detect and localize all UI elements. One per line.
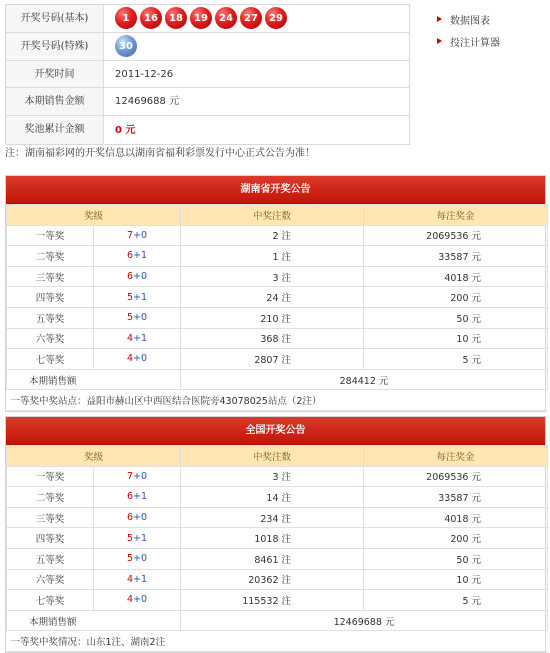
national-bulletin-title: 全国开奖公告 — [6, 417, 545, 445]
prize-level: 二等奖 — [7, 246, 94, 267]
match-combo: 6+0 — [94, 266, 181, 287]
sales-total-label: 本期销售额 — [7, 369, 181, 390]
winner-count: 20362 注 — [181, 569, 364, 590]
hunan-bulletin-title: 湖南省开奖公告 — [6, 176, 545, 204]
blue-ball: 30 — [115, 35, 137, 57]
winner-count: 8461 注 — [181, 548, 364, 569]
data-chart-link[interactable] — [437, 8, 500, 30]
winning-summary-row — [7, 631, 548, 652]
sales-total-value: 12469688 元 — [181, 610, 548, 631]
hunan-bulletin — [5, 175, 546, 412]
match-combo: 5+1 — [94, 528, 181, 549]
disclaimer-note: 注：湖南福彩网的开奖信息以湖南省福利彩票发行中心正式公告为准！ — [5, 148, 315, 159]
red-ball: 1 — [115, 7, 137, 29]
prize-amount: 50 元 — [364, 548, 548, 569]
prize-amount: 33587 元 — [364, 246, 548, 267]
prize-level: 三等奖 — [7, 266, 94, 287]
prize-level: 七等奖 — [7, 590, 94, 611]
header-count: 中奖注数 — [181, 446, 364, 467]
prize-amount: 5 元 — [364, 590, 548, 611]
table-row — [7, 590, 548, 611]
sales-total-value: 284412 元 — [181, 369, 548, 390]
sales-amount-value: 12469688 元 — [115, 96, 180, 108]
red-ball: 29 — [265, 7, 287, 29]
hunan-prize-table — [6, 204, 548, 411]
match-combo: 5+1 — [94, 287, 181, 308]
table-row — [7, 307, 548, 328]
sales-total-row — [7, 610, 548, 631]
table-row — [7, 328, 548, 349]
prize-amount: 2069536 元 — [364, 225, 548, 246]
red-ball: 19 — [190, 7, 212, 29]
bet-calculator-link[interactable] — [437, 30, 500, 52]
header-prize: 每注奖金 — [364, 446, 548, 467]
national-prize-table — [6, 445, 548, 652]
red-ball: 18 — [165, 7, 187, 29]
basic-balls — [115, 7, 287, 29]
prize-amount: 200 元 — [364, 528, 548, 549]
winner-count: 3 注 — [181, 466, 364, 487]
basic-numbers-label: 开奖号码(基本) — [6, 5, 104, 32]
sales-amount-label: 本期销售金额 — [6, 88, 104, 115]
special-number-label: 开奖号码(特殊) — [6, 33, 104, 60]
side-links — [437, 8, 500, 52]
national-bulletin — [5, 416, 546, 653]
draw-time-row — [6, 61, 409, 89]
header-level: 奖级 — [7, 446, 181, 467]
table-row — [7, 287, 548, 308]
special-number-row — [6, 33, 409, 61]
table-row — [7, 487, 548, 508]
table-row — [7, 349, 548, 370]
table-row — [7, 569, 548, 590]
red-ball: 27 — [240, 7, 262, 29]
jackpot-value: 0 元 — [115, 124, 136, 136]
prize-level: 一等奖 — [7, 466, 94, 487]
winner-count: 24 注 — [181, 287, 364, 308]
header-prize: 每注奖金 — [364, 205, 548, 226]
red-ball: 24 — [215, 7, 237, 29]
prize-amount: 200 元 — [364, 287, 548, 308]
table-row — [7, 225, 548, 246]
table-row — [7, 528, 548, 549]
sales-total-label: 本期销售额 — [7, 610, 181, 631]
winning-site-row — [7, 390, 548, 411]
match-combo: 4+0 — [94, 590, 181, 611]
prize-amount: 5 元 — [364, 349, 548, 370]
prize-level: 七等奖 — [7, 349, 94, 370]
winner-count: 1 注 — [181, 246, 364, 267]
match-combo: 5+0 — [94, 548, 181, 569]
sales-total-row — [7, 369, 548, 390]
bet-calculator-link-label: 投注计算器 — [450, 37, 500, 49]
red-ball: 16 — [140, 7, 162, 29]
prize-amount: 10 元 — [364, 569, 548, 590]
winning-summary-text: 一等奖中奖情况：山东1注、湖南2注 — [7, 631, 548, 652]
match-combo: 5+0 — [94, 307, 181, 328]
table-row — [7, 266, 548, 287]
prize-level: 四等奖 — [7, 287, 94, 308]
prize-level: 三等奖 — [7, 507, 94, 528]
winner-count: 2807 注 — [181, 349, 364, 370]
table-row — [7, 548, 548, 569]
winner-count: 1018 注 — [181, 528, 364, 549]
prize-level: 六等奖 — [7, 328, 94, 349]
winner-count: 115532 注 — [181, 590, 364, 611]
prize-amount: 33587 元 — [364, 487, 548, 508]
match-combo: 4+0 — [94, 349, 181, 370]
match-combo: 6+1 — [94, 246, 181, 267]
jackpot-row — [6, 116, 409, 144]
header-level: 奖级 — [7, 205, 181, 226]
winner-count: 2 注 — [181, 225, 364, 246]
table-row — [7, 507, 548, 528]
basic-numbers-row — [6, 5, 409, 33]
prize-amount: 4018 元 — [364, 507, 548, 528]
prize-level: 四等奖 — [7, 528, 94, 549]
winner-count: 210 注 — [181, 307, 364, 328]
table-row — [7, 466, 548, 487]
prize-amount: 50 元 — [364, 307, 548, 328]
prize-amount: 4018 元 — [364, 266, 548, 287]
draw-info-panel — [5, 4, 410, 145]
arrow-right-icon — [437, 16, 442, 22]
arrow-right-icon — [437, 38, 442, 44]
match-combo: 7+0 — [94, 466, 181, 487]
prize-level: 六等奖 — [7, 569, 94, 590]
draw-time-value: 2011-12-26 — [115, 68, 174, 80]
prize-level: 二等奖 — [7, 487, 94, 508]
winner-count: 14 注 — [181, 487, 364, 508]
winning-site-text: 一等奖中奖站点：益阳市赫山区中西医结合医院旁43078025站点（2注） — [7, 390, 548, 411]
match-combo: 4+1 — [94, 328, 181, 349]
table-header-row — [7, 205, 548, 226]
draw-time-label: 开奖时间 — [6, 61, 104, 88]
sales-amount-row — [6, 88, 409, 116]
winner-count: 234 注 — [181, 507, 364, 528]
prize-amount: 10 元 — [364, 328, 548, 349]
match-combo: 6+0 — [94, 507, 181, 528]
winner-count: 3 注 — [181, 266, 364, 287]
match-combo: 6+1 — [94, 487, 181, 508]
match-combo: 7+0 — [94, 225, 181, 246]
prize-level: 一等奖 — [7, 225, 94, 246]
prize-level: 五等奖 — [7, 307, 94, 328]
prize-level: 五等奖 — [7, 548, 94, 569]
jackpot-label: 奖池累计金额 — [6, 116, 104, 144]
table-header-row — [7, 446, 548, 467]
table-row — [7, 246, 548, 267]
data-chart-link-label: 数据图表 — [450, 15, 490, 27]
match-combo: 4+1 — [94, 569, 181, 590]
winner-count: 368 注 — [181, 328, 364, 349]
header-count: 中奖注数 — [181, 205, 364, 226]
prize-amount: 2069536 元 — [364, 466, 548, 487]
